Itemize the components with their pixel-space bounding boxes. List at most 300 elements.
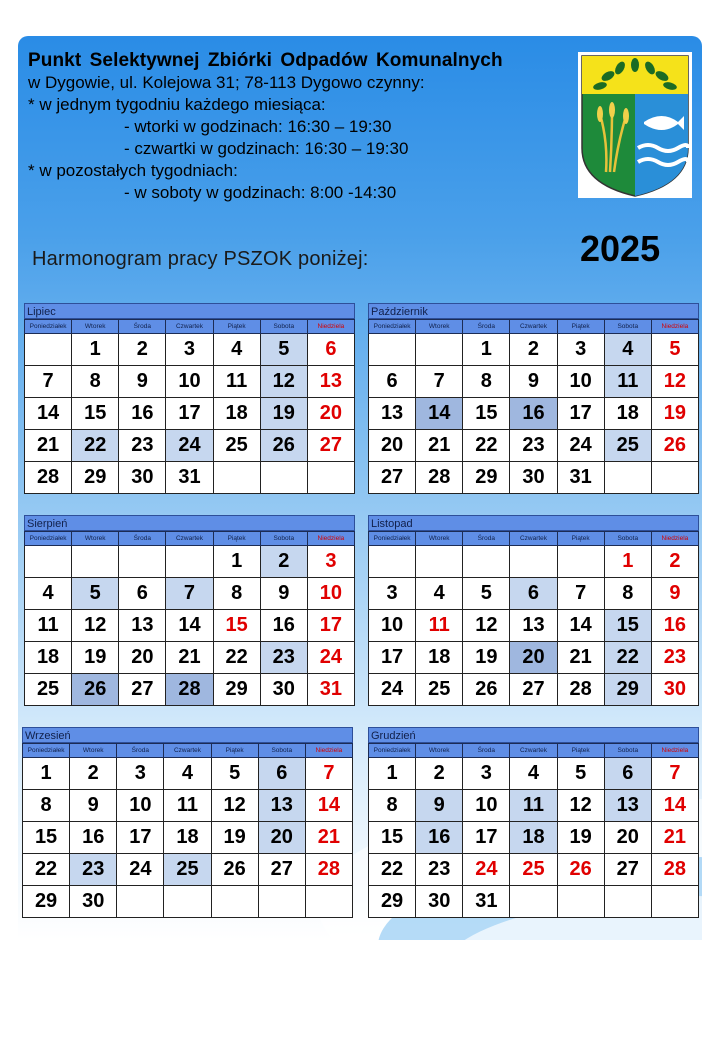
day-cell: 13 [369, 398, 416, 430]
day-cell: 25 [416, 674, 463, 706]
day-cell: 7 [651, 758, 698, 790]
day-cell: 12 [211, 790, 258, 822]
day-cell: 5 [260, 334, 307, 366]
day-cell: 29 [23, 886, 70, 918]
weekday-header: Wtorek [70, 744, 117, 758]
day-cell: 10 [117, 790, 164, 822]
weekday-header: Wtorek [72, 320, 119, 334]
day-cell: 14 [651, 790, 698, 822]
day-cell: 16 [70, 822, 117, 854]
day-cell: 16 [260, 610, 307, 642]
month-calendar [368, 303, 699, 494]
day-cell: 11 [25, 610, 72, 642]
day-cell [72, 546, 119, 578]
day-cell [651, 462, 698, 494]
day-cell: 14 [166, 610, 213, 642]
day-cell: 13 [307, 366, 354, 398]
day-cell: 7 [557, 578, 604, 610]
weekday-header: Wtorek [72, 532, 119, 546]
day-cell: 6 [510, 578, 557, 610]
day-cell: 31 [307, 674, 354, 706]
day-cell: 10 [463, 790, 510, 822]
week-row [25, 546, 355, 578]
info-line: - czwartki w godzinach: 16:30 – 19:30 [124, 139, 409, 158]
day-cell: 24 [307, 642, 354, 674]
week-row [369, 366, 699, 398]
day-cell: 17 [117, 822, 164, 854]
day-cell [166, 546, 213, 578]
day-cell: 26 [211, 854, 258, 886]
week-row [23, 822, 353, 854]
day-cell: 25 [25, 674, 72, 706]
week-row [369, 462, 699, 494]
weekday-header: Poniedziałek [23, 744, 70, 758]
week-row [25, 334, 355, 366]
day-cell: 20 [119, 642, 166, 674]
day-cell: 25 [164, 854, 211, 886]
day-cell: 1 [604, 546, 651, 578]
weekday-header: Czwartek [510, 744, 557, 758]
week-row [25, 610, 355, 642]
day-cell [25, 334, 72, 366]
week-row [25, 642, 355, 674]
day-cell: 30 [119, 462, 166, 494]
day-cell: 25 [213, 430, 260, 462]
day-cell: 8 [213, 578, 260, 610]
day-cell: 27 [258, 854, 305, 886]
week-row [369, 674, 699, 706]
month-name: Grudzień [368, 727, 699, 743]
week-row [25, 462, 355, 494]
day-cell: 27 [119, 674, 166, 706]
day-cell: 9 [510, 366, 557, 398]
weekday-header: Niedziela [651, 532, 698, 546]
day-cell: 8 [463, 366, 510, 398]
week-row [23, 854, 353, 886]
day-cell [369, 334, 416, 366]
weekday-header: Środa [117, 744, 164, 758]
day-cell: 3 [117, 758, 164, 790]
weekday-header: Wtorek [416, 744, 463, 758]
day-cell: 4 [510, 758, 557, 790]
day-cell: 21 [25, 430, 72, 462]
day-cell [369, 546, 416, 578]
day-cell: 4 [604, 334, 651, 366]
month-calendar [24, 515, 355, 706]
info-line: * w jednym tygodniu każdego miesiąca: [28, 95, 326, 114]
day-cell: 18 [25, 642, 72, 674]
day-cell: 13 [510, 610, 557, 642]
day-cell: 18 [604, 398, 651, 430]
month-name: Sierpień [24, 515, 355, 531]
day-cell: 2 [510, 334, 557, 366]
day-cell: 10 [369, 610, 416, 642]
day-cell: 19 [72, 642, 119, 674]
day-cell: 29 [369, 886, 416, 918]
day-cell: 4 [213, 334, 260, 366]
weekday-header: Piątek [211, 744, 258, 758]
day-cell: 24 [369, 674, 416, 706]
day-cell: 3 [307, 546, 354, 578]
weekday-header: Środa [119, 320, 166, 334]
day-cell: 3 [369, 578, 416, 610]
day-cell: 31 [166, 462, 213, 494]
day-cell: 26 [463, 674, 510, 706]
week-row [369, 886, 699, 918]
day-cell: 11 [164, 790, 211, 822]
week-row [25, 430, 355, 462]
day-cell: 25 [604, 430, 651, 462]
day-cell: 18 [164, 822, 211, 854]
day-cell: 23 [651, 642, 698, 674]
weekday-header: Czwartek [510, 320, 557, 334]
week-row [369, 790, 699, 822]
day-cell: 28 [651, 854, 698, 886]
week-row [25, 578, 355, 610]
day-cell [463, 546, 510, 578]
day-cell: 15 [604, 610, 651, 642]
day-cell: 27 [510, 674, 557, 706]
day-cell: 1 [72, 334, 119, 366]
day-cell: 17 [557, 398, 604, 430]
day-cell: 12 [260, 366, 307, 398]
day-cell: 16 [510, 398, 557, 430]
weekday-header: Środa [463, 744, 510, 758]
day-cell: 30 [70, 886, 117, 918]
day-cell [117, 886, 164, 918]
weekday-header: Poniedziałek [369, 744, 416, 758]
day-cell: 11 [510, 790, 557, 822]
day-cell: 30 [416, 886, 463, 918]
week-row [369, 822, 699, 854]
day-cell: 8 [369, 790, 416, 822]
month-calendar [368, 515, 699, 706]
day-cell: 2 [119, 334, 166, 366]
day-cell: 26 [557, 854, 604, 886]
weekday-header: Piątek [557, 744, 604, 758]
month-calendar [24, 303, 355, 494]
day-cell: 17 [307, 610, 354, 642]
day-cell: 23 [119, 430, 166, 462]
day-cell: 28 [557, 674, 604, 706]
weekday-header: Niedziela [305, 744, 352, 758]
day-cell: 26 [260, 430, 307, 462]
weekday-header: Wtorek [416, 532, 463, 546]
day-cell: 9 [416, 790, 463, 822]
day-cell [557, 886, 604, 918]
day-cell: 18 [416, 642, 463, 674]
day-cell [510, 886, 557, 918]
day-cell: 10 [166, 366, 213, 398]
month-name: Lipiec [24, 303, 355, 319]
day-cell: 17 [369, 642, 416, 674]
day-cell: 30 [260, 674, 307, 706]
weekday-header: Piątek [213, 320, 260, 334]
day-cell: 1 [463, 334, 510, 366]
day-cell: 5 [211, 758, 258, 790]
day-cell: 23 [510, 430, 557, 462]
day-cell: 24 [463, 854, 510, 886]
day-cell [211, 886, 258, 918]
day-cell: 7 [416, 366, 463, 398]
week-row [23, 790, 353, 822]
day-cell: 30 [510, 462, 557, 494]
day-cell: 5 [72, 578, 119, 610]
day-cell: 6 [604, 758, 651, 790]
day-cell: 22 [213, 642, 260, 674]
day-cell: 16 [416, 822, 463, 854]
week-row [369, 854, 699, 886]
weekday-header: Środa [463, 320, 510, 334]
weekday-header: Czwartek [166, 532, 213, 546]
day-cell: 16 [119, 398, 166, 430]
day-cell: 31 [557, 462, 604, 494]
info-line: * w pozostałych tygodniach: [28, 161, 238, 180]
weekday-header: Czwartek [510, 532, 557, 546]
week-row [25, 398, 355, 430]
day-cell: 1 [369, 758, 416, 790]
day-cell: 11 [604, 366, 651, 398]
day-cell: 16 [651, 610, 698, 642]
month-calendar [368, 727, 699, 918]
day-cell: 29 [604, 674, 651, 706]
weekday-header: Poniedziałek [25, 320, 72, 334]
day-cell [604, 886, 651, 918]
weekday-header: Sobota [604, 320, 651, 334]
week-row [369, 546, 699, 578]
week-row [369, 642, 699, 674]
day-cell: 2 [651, 546, 698, 578]
opening-hours [28, 72, 588, 204]
day-cell: 10 [307, 578, 354, 610]
weekday-header: Niedziela [307, 320, 354, 334]
day-cell: 10 [557, 366, 604, 398]
day-cell: 22 [369, 854, 416, 886]
day-cell: 24 [117, 854, 164, 886]
day-cell: 14 [557, 610, 604, 642]
day-cell [213, 462, 260, 494]
day-cell: 26 [72, 674, 119, 706]
weekday-header: Piątek [557, 320, 604, 334]
day-cell: 29 [463, 462, 510, 494]
day-cell: 28 [25, 462, 72, 494]
weekday-header: Sobota [260, 532, 307, 546]
weekday-header: Środa [119, 532, 166, 546]
day-cell: 15 [23, 822, 70, 854]
day-cell: 9 [260, 578, 307, 610]
info-line: - wtorki w godzinach: 16:30 – 19:30 [124, 117, 392, 136]
day-cell: 12 [463, 610, 510, 642]
weekday-header: Sobota [604, 532, 651, 546]
weekday-header: Poniedziałek [369, 320, 416, 334]
day-cell: 27 [604, 854, 651, 886]
day-cell [305, 886, 352, 918]
day-cell: 11 [213, 366, 260, 398]
weekday-header: Piątek [557, 532, 604, 546]
week-row [23, 758, 353, 790]
day-cell: 21 [651, 822, 698, 854]
month-name: Wrzesień [22, 727, 353, 743]
coat-of-arms-icon [578, 52, 692, 198]
weekday-header: Czwartek [164, 744, 211, 758]
day-cell: 19 [557, 822, 604, 854]
day-cell: 8 [604, 578, 651, 610]
day-cell: 9 [70, 790, 117, 822]
day-cell: 9 [119, 366, 166, 398]
day-cell: 23 [70, 854, 117, 886]
day-cell: 8 [23, 790, 70, 822]
week-row [369, 610, 699, 642]
schedule-label: Harmonogram pracy PSZOK poniżej: [32, 248, 369, 270]
day-cell: 21 [416, 430, 463, 462]
week-row [369, 334, 699, 366]
day-cell: 6 [258, 758, 305, 790]
week-row [25, 366, 355, 398]
day-cell: 5 [651, 334, 698, 366]
weekday-header: Niedziela [651, 320, 698, 334]
week-row [369, 398, 699, 430]
day-cell: 23 [260, 642, 307, 674]
weekday-header: Poniedziałek [25, 532, 72, 546]
day-cell: 18 [213, 398, 260, 430]
day-cell: 14 [25, 398, 72, 430]
day-cell: 15 [463, 398, 510, 430]
day-cell: 26 [651, 430, 698, 462]
day-cell: 20 [369, 430, 416, 462]
day-cell: 13 [604, 790, 651, 822]
week-row [369, 758, 699, 790]
day-cell: 19 [211, 822, 258, 854]
day-cell: 12 [651, 366, 698, 398]
day-cell: 5 [463, 578, 510, 610]
day-cell: 19 [260, 398, 307, 430]
day-cell [260, 462, 307, 494]
day-cell: 17 [463, 822, 510, 854]
day-cell: 21 [557, 642, 604, 674]
day-cell: 4 [416, 578, 463, 610]
day-cell [651, 886, 698, 918]
day-cell: 23 [416, 854, 463, 886]
week-row [23, 886, 353, 918]
day-cell: 19 [463, 642, 510, 674]
month-name: Październik [368, 303, 699, 319]
day-cell: 20 [604, 822, 651, 854]
weekday-header: Sobota [604, 744, 651, 758]
day-cell: 31 [463, 886, 510, 918]
weekday-header: Niedziela [307, 532, 354, 546]
day-cell [307, 462, 354, 494]
day-cell: 4 [164, 758, 211, 790]
day-cell: 2 [70, 758, 117, 790]
day-cell: 15 [213, 610, 260, 642]
day-cell: 15 [369, 822, 416, 854]
day-cell: 3 [557, 334, 604, 366]
info-line: - w soboty w godzinach: 8:00 -14:30 [124, 183, 397, 202]
day-cell [258, 886, 305, 918]
day-cell: 21 [166, 642, 213, 674]
day-cell: 22 [463, 430, 510, 462]
day-cell [25, 546, 72, 578]
month-calendar [22, 727, 353, 918]
weekday-header: Środa [463, 532, 510, 546]
weekday-header: Sobota [260, 320, 307, 334]
week-row [369, 430, 699, 462]
day-cell: 6 [307, 334, 354, 366]
day-cell: 20 [510, 642, 557, 674]
header [28, 50, 588, 204]
day-cell: 7 [305, 758, 352, 790]
day-cell: 9 [651, 578, 698, 610]
weekday-header: Piątek [213, 532, 260, 546]
year-label: 2025 [580, 228, 661, 269]
day-cell: 27 [369, 462, 416, 494]
day-cell: 6 [119, 578, 166, 610]
day-cell [119, 546, 166, 578]
day-cell: 22 [72, 430, 119, 462]
day-cell: 14 [416, 398, 463, 430]
day-cell: 3 [463, 758, 510, 790]
day-cell: 1 [23, 758, 70, 790]
day-cell: 22 [23, 854, 70, 886]
day-cell: 3 [166, 334, 213, 366]
weekday-header: Czwartek [166, 320, 213, 334]
weekday-header: Wtorek [416, 320, 463, 334]
day-cell: 12 [557, 790, 604, 822]
day-cell [416, 546, 463, 578]
day-cell [510, 546, 557, 578]
day-cell: 29 [72, 462, 119, 494]
day-cell: 21 [305, 822, 352, 854]
day-cell: 20 [307, 398, 354, 430]
day-cell: 19 [651, 398, 698, 430]
month-name: Listopad [368, 515, 699, 531]
day-cell: 12 [72, 610, 119, 642]
weekday-header: Niedziela [651, 744, 698, 758]
day-cell: 13 [258, 790, 305, 822]
day-cell: 11 [416, 610, 463, 642]
day-cell: 28 [416, 462, 463, 494]
day-cell: 25 [510, 854, 557, 886]
day-cell: 24 [166, 430, 213, 462]
day-cell: 2 [260, 546, 307, 578]
page-title: Punkt Selektywnej Zbiórki Odpadów Komunalnych [28, 50, 503, 71]
day-cell: 6 [369, 366, 416, 398]
day-cell [604, 462, 651, 494]
day-cell [416, 334, 463, 366]
day-cell: 7 [166, 578, 213, 610]
day-cell: 28 [166, 674, 213, 706]
day-cell: 22 [604, 642, 651, 674]
day-cell: 4 [25, 578, 72, 610]
day-cell: 5 [557, 758, 604, 790]
info-line: w Dygowie, ul. Kolejowa 31; 78-113 Dygowo czynny: [28, 73, 425, 92]
day-cell: 8 [72, 366, 119, 398]
day-cell: 28 [305, 854, 352, 886]
day-cell: 7 [25, 366, 72, 398]
day-cell: 18 [510, 822, 557, 854]
week-row [369, 578, 699, 610]
day-cell: 15 [72, 398, 119, 430]
day-cell: 14 [305, 790, 352, 822]
weekday-header: Sobota [258, 744, 305, 758]
day-cell: 13 [119, 610, 166, 642]
day-cell: 24 [557, 430, 604, 462]
day-cell: 20 [258, 822, 305, 854]
day-cell [557, 546, 604, 578]
day-cell: 17 [166, 398, 213, 430]
day-cell: 27 [307, 430, 354, 462]
day-cell: 2 [416, 758, 463, 790]
